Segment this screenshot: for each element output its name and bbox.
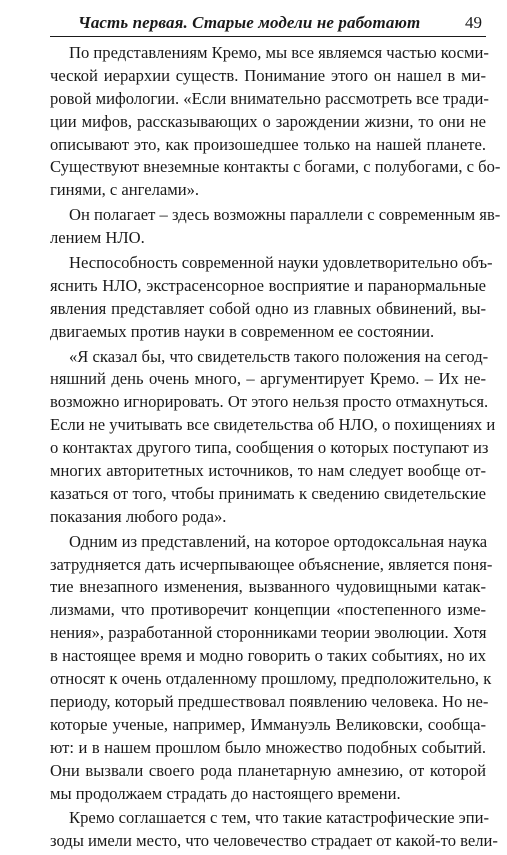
text-line: затрудняется дать исчерпывающее объяснение, является поня- [50,554,493,574]
paragraph [50,531,493,806]
body-text [50,42,501,855]
text-line: Одним из представлений, на которое ортодоксальная наука [69,531,488,551]
paragraph [50,252,493,344]
paragraph [50,204,501,250]
text-line: По представлениям Кремо, мы все являемся частью косми- [69,43,489,62]
text-line: ческой иерархии существ. Понимание этого он нашел в ми- [50,65,486,85]
text-line: ют: и в нашем прошлом было множество подобных событий. [50,737,486,757]
text-line: в настоящее время и модно говорить о таких событиях, но их [50,646,486,666]
text-line: нения», разработанной сторонниками теории эволюции. Хотя [50,623,487,643]
text-line: которые ученые, например, Иммануэль Великовски, сообща- [50,714,486,734]
paragraph [50,807,498,853]
text-line: показания любого рода». [50,506,227,526]
text-line: о контактах другого типа, сообщения о которых поступают из [50,438,489,458]
text-line: Они вызвали своего рода планетарную амнезию, от которой [50,760,486,780]
paragraph [50,42,501,202]
text-line: периоду, который предшествовал появлению человека. Но не- [50,691,489,711]
text-line: казаться от того, чтобы принимать к сведению свидетельские [50,483,486,503]
running-header [50,12,486,37]
text-line: няшний день очень много, – аргументирует Кремо. – Их не- [50,369,486,389]
text-line: Он полагает – здесь возможны параллели с современным яв- [69,205,501,225]
text-line: мы продолжаем страдать до настоящего времени. [50,783,401,803]
running-title: Часть первая. Старые модели не работают [78,13,421,32]
text-line: двигаемых против науки в современном ее состоянии. [50,321,435,341]
text-line: гинями, с ангелами». [50,180,200,200]
text-line: явления представляет собой одно из главных обвинений, вы- [50,298,486,318]
text-line: Существуют внеземные контакты с богами, с полубогами, с бо- [50,157,501,177]
text-line: многих авторитетных источников, то нам следует вообще от- [50,461,486,481]
text-line: лением НЛО. [50,228,145,248]
text-line: ровой мифологии. «Если внимательно рассмотреть все тради- [50,88,489,108]
text-line: Кремо соглашается с тем, что такие катастрофические эпи- [69,808,490,828]
text-line: относят к очень отдаленному прошлому, предположительно, к [50,669,492,689]
text-line: возможно игнорировать. От этого нельзя просто отмахнуться. [50,392,489,412]
page-number: 49 [465,13,482,32]
text-line: Неспособность современной науки удовлетворительно объ- [69,253,493,273]
text-line: лизмами, что противоречит концепции «постепенного изме- [50,600,486,620]
paragraph [50,346,496,529]
text-line: тие внезапного изменения, вызванного чудовищными катак- [50,577,486,597]
text-line: Если не учитывать все свидетельства об НЛО, о похищениях и [50,415,496,435]
text-line: «Я сказал бы, что свидетельств такого положения на сегод- [69,346,489,366]
text-line: зоды имели место, что человечество страдает от какой-то вели- [50,831,498,851]
text-line: ции мифов, рассказывающих о зарождении жизни, то они не [50,111,486,131]
text-line: яснить НЛО, экстрасенсорное восприятие и паранормальные [50,275,486,295]
text-line: описывают это, как произошедшее только на нашей планете. [50,134,486,154]
